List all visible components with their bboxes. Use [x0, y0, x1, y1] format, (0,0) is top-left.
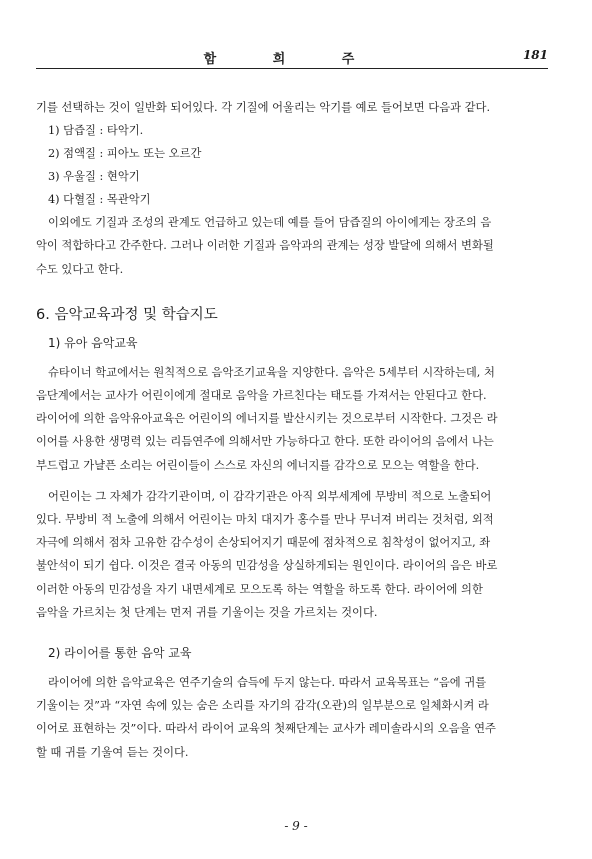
paragraph-line: 라이어에 의한 음악교육은 연주기술의 습득에 두지 않는다. 따라서 교육목표는 “음에 귀를	[48, 676, 487, 690]
list-item: 4) 다혈질 : 목관악기	[48, 193, 151, 207]
list-item: 2) 점액질 : 피아노 또는 오르간	[48, 147, 202, 161]
paragraph-line: 음단계에서는 교사가 어린이에게 절대로 음악을 가르친다는 태도를 가져서는 안된다고 한다.	[36, 389, 487, 403]
paragraph-line: 슈타이너 학교에서는 원칙적으로 음악조기교육을 지양한다. 음악은 5세부터 시작하는데, 처	[48, 365, 495, 379]
subsection-heading: 1) 유아 음악교육	[48, 335, 138, 350]
list-item: 1) 담즙질 : 타악기.	[48, 124, 144, 138]
paragraph-line: 어린이는 그 자체가 감각기관이며, 이 감각기관은 아직 외부세계에 무방비 적으로 노출되어	[48, 489, 492, 503]
header-title: 함 희 주	[203, 52, 381, 67]
section-heading: 6. 음악교육과정 및 학습지도	[36, 306, 218, 323]
subsection-heading: 2) 라이어를 통한 음악 교육	[48, 646, 192, 661]
page-footer: - 9 -	[284, 819, 308, 833]
intro-line: 기를 선택하는 것이 일반화 되어있다. 각 기질에 어울리는 악기를 예로 들어보면 다음과 같다.	[36, 101, 491, 114]
paragraph-line: 부드럽고 가냘픈 소리는 어린이들이 스스로 자신의 에너지를 감각으로 모으는 역할을 한다.	[36, 458, 480, 472]
header-page-number: 181	[522, 48, 548, 62]
paragraph-line: 이러한 아동의 민감성을 자기 내면세계로 모으도록 하는 역할을 하도록 한다. 라이어에 의한	[36, 582, 483, 596]
paragraph-line: 이외에도 기질과 조성의 관계도 언급하고 있는데 예를 들어 담즙질의 아이에게는 장조의 음	[48, 216, 492, 230]
running-header	[36, 46, 548, 69]
paragraph-line: 기울이는 것”과 “자연 속에 있는 숨은 소리를 자기의 감각(오관)의 일부분으로 일체화시켜 라	[36, 699, 489, 713]
paragraph-line: 불안석이 되기 쉽다. 이것은 결국 아동의 민감성을 상실하게되는 원인이다. 라이어의 음은 바로	[36, 559, 498, 573]
list-item: 3) 우울질 : 현악기	[48, 170, 140, 184]
paragraph-line: 자극에 의해서 점차 고유한 감수성이 손상되어지기 때문에 점차적으로 침착성이 없어지고, 좌	[36, 536, 491, 550]
paragraph-line: 할 때 귀를 기울여 듣는 것이다.	[36, 745, 189, 759]
body-text	[36, 96, 558, 764]
paragraph-line: 악이 적합하다고 간주한다. 그러나 이러한 기질과 음악과의 관계는 성장 발달에 의해서 변화될	[36, 239, 494, 253]
paragraph-line: 수도 있다고 한다.	[36, 262, 124, 276]
paragraph-line: 음악을 가르치는 첫 단계는 먼저 귀를 기울이는 것을 가르치는 것이다.	[36, 605, 378, 619]
paragraph-line: 이어를 사용한 생명력 있는 리듬연주에 의해서만 가능하다고 한다. 또한 라이어의 음에서 나는	[36, 435, 494, 449]
paragraph-line: 있다. 무방비 적 노출에 의해서 어린이는 마치 대지가 홍수를 만나 무너져 버리는 것처럼, 외적	[36, 513, 494, 527]
paragraph-line: 라이어에 의한 음악유아교육은 어린이의 에너지를 발산시키는 것으로부터 시작한다. 그것은 라	[36, 412, 498, 426]
paragraph-line: 이어로 표현하는 것”이다. 따라서 라이어 교육의 첫째단계는 교사가 레미솔라시의 오음을 연주	[36, 722, 496, 736]
